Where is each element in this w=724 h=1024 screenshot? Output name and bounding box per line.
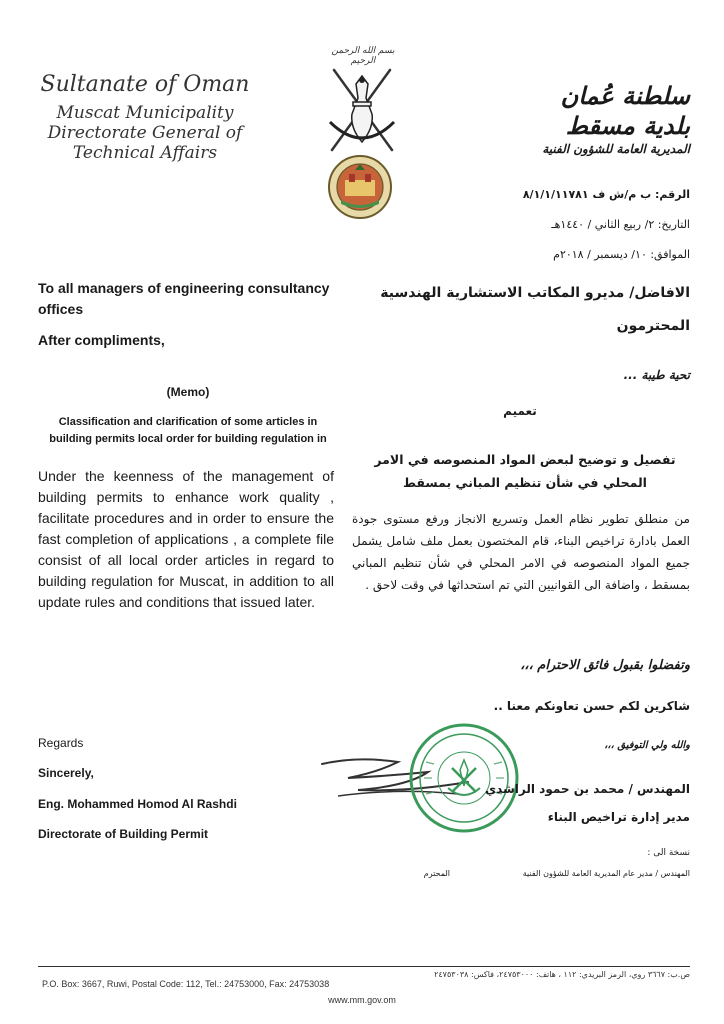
memo-title-ar: تعميم: [503, 404, 537, 418]
copy-line-ar: المهندس / مدير عام المديرية العامة للشؤون الفنية: [522, 869, 690, 878]
greeting-en: After compliments,: [38, 332, 165, 348]
letterhead-ar-line2: بلدية مسقط: [565, 112, 690, 140]
memo-title-en: (Memo): [166, 385, 210, 399]
letterhead-ar-line1: سلطنة عُمان: [560, 82, 690, 110]
khanjar-emblem-icon: [320, 62, 404, 156]
closing-ar: وتفضلوا بقبول فائق الاحترام ،،،: [520, 658, 690, 673]
reference-block: [420, 188, 690, 272]
signer-en: Eng. Mohammed Homod Al Rashdi: [38, 797, 237, 811]
dept-en: Directorate of Building Permit: [38, 827, 209, 841]
body-en: Under the keenness of the management of building permits to enhance work quality , facilitate procedures and in order to ensure the fast completion of applications , a complete file consist of all local order articles in regard to building regulation for Muscat, in addition to all update rules and conditions that issued later.: [38, 468, 334, 610]
municipality-seal-icon: [327, 154, 393, 220]
footer-ar-address: ص.ب: ٣٦٦٧ روي، الرمز البريدي: ١١٢ ، هاتف: ٢٤٧٥٣٠٠٠، فاكس: ٢٤٧٥٣٠٣٨: [434, 970, 690, 979]
letterhead-ar: [480, 82, 690, 156]
salutation-ar: والله ولي التوفيق ،،،: [604, 740, 690, 751]
letterhead-en: [30, 72, 260, 163]
subject-en: Classification and clarification of some articles in building permits local order for building regulation in: [49, 416, 327, 445]
footer-website: www.mm.gov.om: [328, 995, 396, 1005]
footer-en-address: P.O. Box: 3667, Ruwi, Postal Code: 112, Tel.: 24753000, Fax: 24753038: [42, 979, 330, 989]
letterhead-ar-line3: المديرية العامة للشؤون الفنية: [542, 142, 690, 156]
addressee-en: To all managers of engineering consultancy offices: [38, 280, 330, 317]
thanks-ar: شاكرين لكم حسن تعاونكم معنا ..: [493, 699, 690, 713]
letterhead-en-line2: Muscat Municipality: [56, 103, 234, 123]
greeting-ar: تحية طيبة ...: [623, 368, 690, 382]
subject-ar: تفصيل و توضيح لبعض المواد المنصوصه في الامر المحلي في شأن تنظيم المباني بمسقط: [374, 452, 676, 490]
basmala: بسم الله الرحمن الرحيم: [331, 46, 395, 66]
date-gregorian: الموافق: ١٠/ ديسمبر / ٢٠١٨م: [553, 248, 690, 261]
copy-to-ar: نسخة الى :: [647, 848, 690, 858]
date-hijri: التاريخ: ٢/ ربيع الثاني / ١٤٤٠هـ: [551, 218, 690, 231]
reference-number: الرقم: ب م/ش ف ٨/١/١/١١٧٨١: [522, 188, 690, 201]
dept-ar: مدير إدارة تراخيص البناء: [547, 810, 690, 824]
regards-en: Regards: [38, 736, 84, 750]
footer-divider: [38, 966, 690, 967]
sincerely-en: Sincerely,: [38, 766, 94, 780]
body-ar: من منطلق تطوير نظام العمل وتسريع الانجاز ورفع مستوى جودة العمل بادارة تراخيص البناء، قام المختصون بعمل ملف شامل يشمل جميع المواد المنصوصه في الامر المحلي في شأن تنظيم المباني بمسقط ، واضافة الى القوانيين التي تم استحداثها في وقت لاحق .: [352, 512, 690, 592]
letterhead-en-line1: Sultanate of Oman: [40, 72, 250, 97]
copy-respected-ar: المحترم: [423, 869, 450, 878]
signer-ar: المهندس / محمد بن حمود الراشدي: [485, 782, 690, 796]
letterhead-en-line4: Technical Affairs: [72, 143, 218, 163]
respected-ar: المحترمون: [616, 318, 690, 334]
letterhead-en-line3: Directorate General of: [47, 123, 243, 143]
addressee-ar: الافاضل/ مديرو المكاتب الاستشارية الهندسية: [380, 285, 690, 301]
